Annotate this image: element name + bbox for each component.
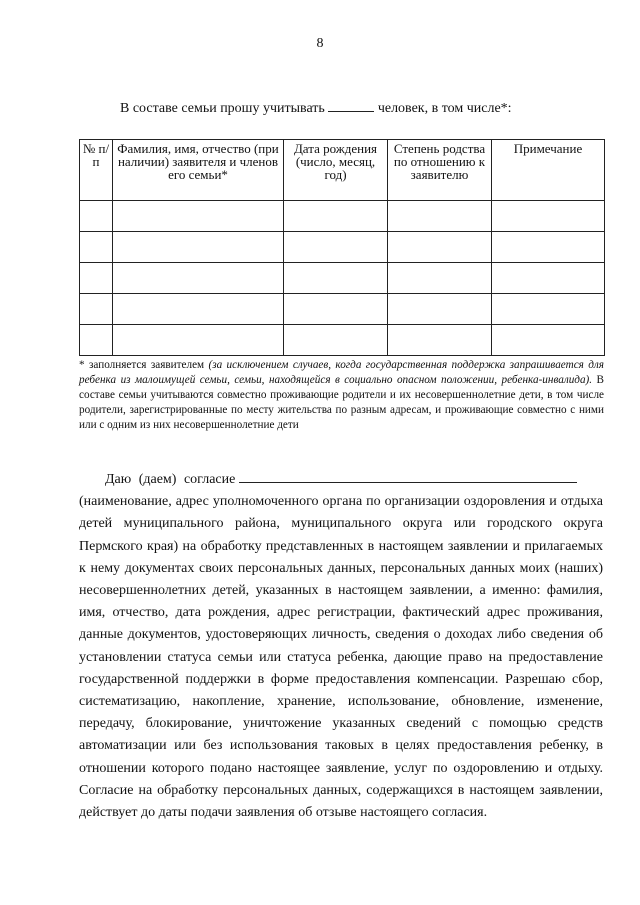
table-cell[interactable] [284,232,388,263]
footnote-text-1: заполняется заявителем [88,359,209,371]
table-cell[interactable] [492,263,605,294]
footnote-text-2: В составе семьи учитываются совместно проживающие родители и их несовершеннолетние дети, в том числе родители, зарегистрированные по месту жительства по разным адресам, и проживающие совместно с ними или с одним из них несовершеннолетние дети [79,374,605,431]
table-cell[interactable] [80,294,113,325]
table-row [80,294,605,325]
table-cell[interactable] [284,325,388,356]
table-cell[interactable] [113,201,284,232]
table-row [80,263,605,294]
family-members-table [79,139,605,356]
table-cell[interactable] [80,325,113,356]
footnote-star: * [79,359,89,371]
table-cell[interactable] [113,263,284,294]
table-cell[interactable] [284,201,388,232]
table-row [80,325,605,356]
col-header-note: Примечание [492,140,605,201]
col-header-birth-date: Дата рождения (число, месяц, год) [284,140,388,201]
table-cell[interactable] [388,263,492,294]
table-cell[interactable] [492,201,605,232]
table-cell[interactable] [80,263,113,294]
consent-lead-line [79,468,603,491]
table-cell[interactable] [388,325,492,356]
col-header-number: № п/п [80,140,113,201]
col-header-relationship: Степень родства по отношению к заявителю [388,140,492,201]
intro-text-after: человек, в том числе*: [374,101,512,116]
table-row [80,232,605,263]
table-cell[interactable] [80,232,113,263]
family-count-line [120,98,512,117]
table-cell[interactable] [388,201,492,232]
footnote [79,358,604,433]
table-cell[interactable] [492,294,605,325]
family-count-blank[interactable] [328,98,374,112]
table-cell[interactable] [388,294,492,325]
table-cell[interactable] [80,201,113,232]
table-cell[interactable] [388,232,492,263]
table-cell[interactable] [113,232,284,263]
table-cell[interactable] [492,232,605,263]
page-number: 8 [316,36,324,51]
col-header-full-name: Фамилия, имя, отчество (при наличии) заявителя и членов его семьи* [113,140,284,201]
table-cell[interactable] [284,263,388,294]
consent-section [79,468,603,824]
table-cell[interactable] [113,325,284,356]
footnote-italic-text: (за исключением случаев, когда государственная поддержка запрашивается для ребенка из малоимущей семьи, семьи, находящейся в социально опасном положении, ребенка-инвалида). [79,359,604,386]
consent-body: (наименование, адрес уполномоченного органа по организации оздоровления и отдыха детей муниципального района, муниципального округа или городского округа Пермского края) на обработку представленных в настоящем заявлении и прилагаемых к нему документах своих персональных данных, персональных данных моих (наших) несовершеннолетних детей, указанных в настоящем заявлении, а именно: фамилия, имя, отчество, дата рождения, адрес регистрации, фактический адрес проживания, данные документов, удостоверяющих личность, сведения о доходах либо сведения об установлении статуса семьи или статуса ребенка, дающие право на предоставление государственной поддержки в форме предоставления компенсации. Разрешаю сбор, систематизацию, накопление, хранение, использование, обновление, изменение, передачу, блокирование, уничтожение указанных сведений с помощью средств автоматизации или без использования таковых в целях предоставления ребенку, в отношении которого подано настоящее заявление, услуг по оздоровлению и отдыху. Согласие на обработку персональных данных, содержащихся в настоящем заявлении, действует до даты подачи заявления об отзыве настоящего согласия. [79,494,603,821]
table-row [80,201,605,232]
table-cell[interactable] [284,294,388,325]
table-cell[interactable] [492,325,605,356]
consent-lead: Даю (даем) согласие [105,472,236,487]
intro-text-before: В составе семьи прошу учитывать [120,101,329,116]
table-cell[interactable] [113,294,284,325]
authority-name-blank[interactable] [239,468,577,483]
table-header-row [80,140,605,201]
